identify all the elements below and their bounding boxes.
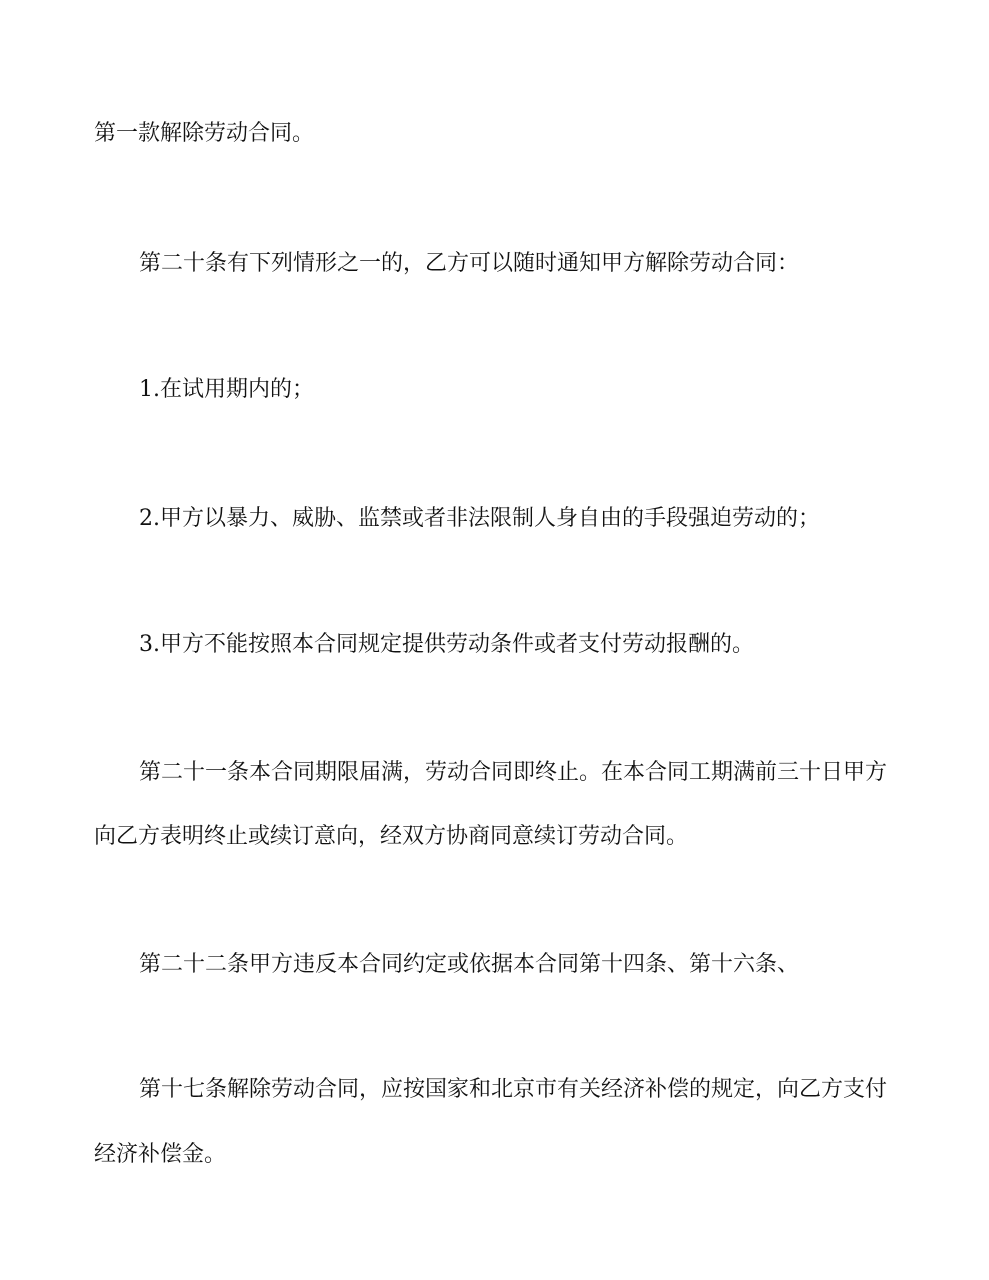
text-line-10: 经济补偿金。	[94, 1142, 227, 1167]
text-line-2: 第二十条有下列情形之一的，乙方可以随时通知甲方解除劳动合同：	[139, 251, 800, 276]
text-line-6: 第二十一条本合同期限届满，劳动合同即终止。在本合同工期满前三十日甲方	[139, 760, 888, 785]
text-line-8: 第二十二条甲方违反本合同约定或依据本合同第十四条、第十六条、	[139, 952, 800, 977]
text-line-3: 1.在试用期内的；	[139, 377, 314, 402]
text-line-9: 第十七条解除劳动合同，应按国家和北京市有关经济补偿的规定，向乙方支付	[139, 1077, 888, 1102]
text-line-1: 第一款解除劳动合同。	[94, 121, 315, 146]
text-line-7: 向乙方表明终止或续订意向，经双方协商同意续订劳动合同。	[94, 824, 689, 849]
text-line-5: 3.甲方不能按照本合同规定提供劳动条件或者支付劳动报酬的。	[139, 632, 754, 657]
text-line-4: 2.甲方以暴力、威胁、监禁或者非法限制人身自由的手段强迫劳动的；	[139, 506, 820, 531]
